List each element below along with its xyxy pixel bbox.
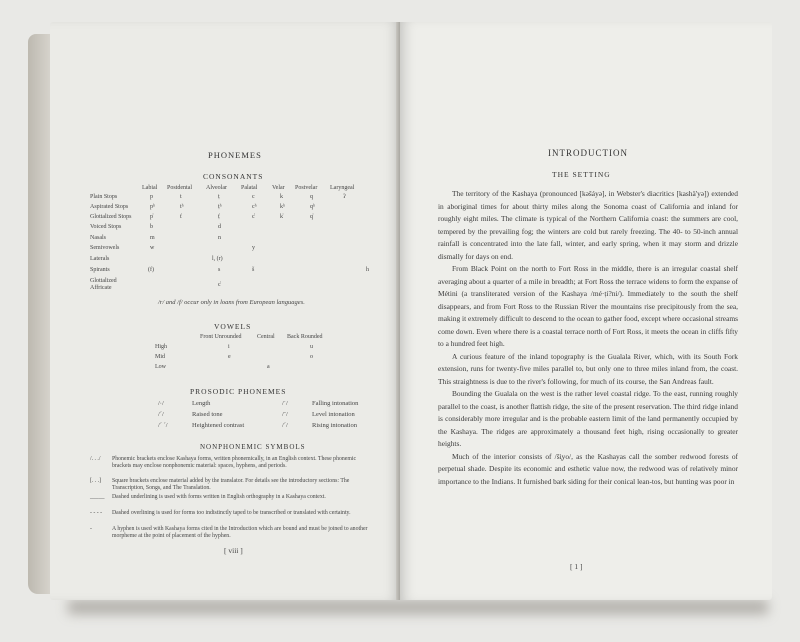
open-book bbox=[28, 14, 776, 612]
cell: p̓ bbox=[150, 214, 153, 220]
prosodic-desc: Level intonation bbox=[312, 411, 355, 418]
paragraph: A curious feature of the inland topography is the Gualala River, which, with its South Fork extension, runs for twenty-five miles parallel to, but only one to three miles inland from, the coast. This straightness is due to the river's following, for much of its course, the San Andreas fault. bbox=[438, 351, 738, 386]
nonphonemic-text: Square brackets enclose material added by the translator. For details see the introductory sections: The Transcription, Songs, and The Translation. bbox=[112, 478, 350, 491]
prosodic-symbol: /ˊ/ bbox=[282, 422, 288, 429]
cell: tʰ bbox=[180, 204, 184, 210]
cell: cʰ bbox=[252, 204, 257, 210]
vowel-cell: u bbox=[310, 344, 313, 350]
prosodic-symbol: /ˊ/ bbox=[158, 411, 164, 418]
paragraph: From Black Point on the north to Fort Ross in the middle, there is an irregular coastal shelf averaging about a quarter of a mile in breadth; at Fort Ross the terrace widens to form the expanse of Métini (a transliterated version of the Kashaya /mé·ṭi?ni/). Immediately to the south the shelf disappears, and from Fort Ross to the Russian River the mountains rise precipitously from the sea, making it extremely difficult to descend to the ocean to gather food, except where occasional streams come down. Even where there is a coastal terrace north of Fort Ross, it meets the ocean in cliffs fifty to a hundred feet high. bbox=[438, 264, 738, 348]
prosodic-desc: Rising intonation bbox=[312, 422, 357, 429]
introduction-title: INTRODUCTION bbox=[548, 148, 628, 158]
cell: n bbox=[218, 235, 221, 241]
nonphonemic-symbol: _____ bbox=[90, 494, 105, 500]
cell: pʰ bbox=[150, 204, 155, 210]
prosodic-symbol: /ˊ ˊ/ bbox=[158, 422, 168, 429]
row-label: Plain Stops bbox=[90, 194, 118, 200]
paragraph: Bounding the Gualala on the west is the rather level coastal ridge. To the east, running roughly parallel to the coast, is another flattish ridge, the site of the present reservation. The third ridge inland is considerably more irregular and is the probable eastern limit of the land permanently occupied by the Kashaya. The ridges are approximately a thousand feet high, rising occasionally to greater heights. bbox=[438, 389, 738, 448]
nonphonemic-text: A hyphen is used with Kashaya forms cited in the Introduction which are bound and must be joined to another morpheme at the point of placement of the hyphen. bbox=[112, 526, 368, 539]
row-label: Spirants bbox=[90, 267, 110, 273]
row-label: Glottalized Stops bbox=[90, 214, 132, 220]
vowel-row-label: High bbox=[155, 344, 167, 350]
row-label: Nasals bbox=[90, 235, 106, 241]
cell: w bbox=[150, 245, 155, 251]
cell: k̓ bbox=[280, 214, 283, 220]
col-header: Palatal bbox=[241, 185, 258, 191]
row-label: Aspirated Stops bbox=[90, 204, 129, 210]
right-page-number: [ 1 ] bbox=[570, 562, 583, 571]
nonphonemic-text: Dashed underlining is used with forms written in English orthography in a Kashaya context. bbox=[112, 494, 326, 500]
cell: k bbox=[280, 194, 283, 200]
prosodic-symbol: /ˉ/ bbox=[282, 411, 288, 418]
cell: kʰ bbox=[280, 204, 285, 210]
phonemes-title: PHONEMES bbox=[208, 150, 262, 160]
prosodic-desc: Length bbox=[192, 400, 211, 407]
vowel-row-label: Low bbox=[155, 364, 166, 370]
col-header: Labial bbox=[142, 185, 158, 191]
cell: (f) bbox=[148, 267, 154, 273]
col-header: Velar bbox=[272, 185, 285, 191]
row-label: Voiced Stops bbox=[90, 224, 122, 230]
nonphonemic-heading: NONPHONEMIC SYMBOLS bbox=[200, 443, 306, 451]
cell: h bbox=[366, 267, 369, 273]
vowel-cell: e bbox=[228, 354, 231, 360]
nonphonemic-item bbox=[90, 526, 372, 540]
cell: ṭʰ bbox=[218, 204, 222, 210]
cell: l, (r) bbox=[212, 256, 223, 262]
vowel-cell: a bbox=[267, 364, 270, 370]
cell: ṭ bbox=[218, 194, 220, 200]
cell: q bbox=[310, 194, 313, 200]
cell: c̓ bbox=[218, 282, 221, 288]
col-header: Postdental bbox=[167, 185, 192, 191]
nonphonemic-item bbox=[90, 494, 372, 501]
vowel-col-header: Front Unrounded bbox=[200, 334, 242, 340]
cell: t̓ bbox=[180, 214, 182, 220]
prosodic-desc: Heightened contrast bbox=[192, 422, 245, 429]
prosodic-heading: PROSODIC PHONEMES bbox=[190, 387, 287, 396]
col-header: Alveolar bbox=[206, 185, 227, 191]
nonphonemic-symbol: /. . ./ bbox=[90, 456, 101, 462]
vowel-cell: i bbox=[228, 344, 230, 350]
nonphonemic-symbol: [. . .] bbox=[90, 478, 102, 484]
left-page-number: [ viii ] bbox=[224, 546, 243, 555]
cell: ʔ bbox=[343, 194, 346, 200]
col-header: Postvelar bbox=[295, 185, 318, 191]
cell: ṭ̓ bbox=[218, 214, 220, 220]
nonphonemic-text: Dashed overlining is used for forms too indistinctly taped to be transcribed or translated with certainty. bbox=[112, 510, 351, 516]
setting-subtitle: THE SETTING bbox=[552, 170, 611, 179]
right-page bbox=[400, 22, 772, 600]
cell: c bbox=[252, 194, 255, 200]
cell: c̓ bbox=[252, 214, 255, 220]
nonphonemic-item bbox=[90, 510, 372, 517]
vowel-col-header: Back Rounded bbox=[287, 334, 323, 340]
consonants-note: /r/ and /f/ occur only in loans from European languages. bbox=[158, 299, 305, 306]
introduction-body bbox=[438, 188, 738, 488]
cell: q̓ bbox=[310, 214, 313, 220]
cell: p bbox=[150, 194, 153, 200]
prosodic-symbol: /˙/ bbox=[282, 400, 288, 407]
row-label: Laterals bbox=[90, 256, 110, 262]
vowel-col-header: Central bbox=[257, 334, 275, 340]
vowel-row-label: Mid bbox=[155, 354, 166, 360]
cell: s bbox=[218, 267, 221, 273]
paragraph: The territory of the Kashaya (pronounced [kəšáyə], in Webster's diacritics [kashä'yə]) extended in aboriginal times for about thirty miles along the Sonoma coast of California and inland for roughly eight miles. The climate is typical of the Northern California coast: the summers are cool, tempered by the prevailing fog; the winters are cold but rarely freezing. The 40- to 50-inch annual rainfall is concentrated into the late fall, winter, and early spring, when it may storm and drizzle dismally for days on end. bbox=[438, 189, 738, 261]
cell: t bbox=[180, 194, 182, 200]
col-header: Laryngeal bbox=[330, 185, 355, 191]
left-page bbox=[50, 22, 400, 600]
row-label: Semivowels bbox=[90, 245, 120, 251]
cell: b bbox=[150, 224, 153, 230]
cell: qʰ bbox=[310, 204, 315, 210]
paragraph: Much of the interior consists of /ši̧yo/, as the Kashayas call the somber redwood forests of perpetual shade. Despite its economic and esthetic value now, the redwood was of relatively minor importance to the Indians. It furnished bark siding for their conical lean-tos, but hunting was poor in bbox=[438, 451, 738, 486]
nonphonemic-symbol: - bbox=[90, 526, 92, 532]
vowels-heading: VOWELS bbox=[214, 322, 252, 331]
cell: d bbox=[218, 224, 221, 230]
nonphonemic-symbol: - - - - bbox=[90, 510, 103, 516]
nonphonemic-item bbox=[90, 456, 372, 470]
nonphonemic-item bbox=[90, 478, 372, 492]
prosodic-desc: Falling intonation bbox=[312, 400, 359, 407]
book-shadow bbox=[68, 600, 768, 614]
cell: š bbox=[252, 267, 255, 273]
cell: y bbox=[252, 245, 255, 251]
consonants-heading: CONSONANTS bbox=[203, 172, 264, 181]
vowel-cell: o bbox=[310, 354, 313, 360]
cell: m bbox=[150, 235, 155, 241]
row-label: Glottalized Affricate bbox=[90, 278, 117, 291]
prosodic-symbol: /·/ bbox=[158, 400, 164, 407]
prosodic-desc: Raised tone bbox=[192, 411, 223, 418]
nonphonemic-text: Phonemic brackets enclose Kashaya forms, written phonemically, in an English context. These phonemic brackets may enclose nonphonemic material: spaces, hyphens, and periods. bbox=[112, 456, 357, 469]
